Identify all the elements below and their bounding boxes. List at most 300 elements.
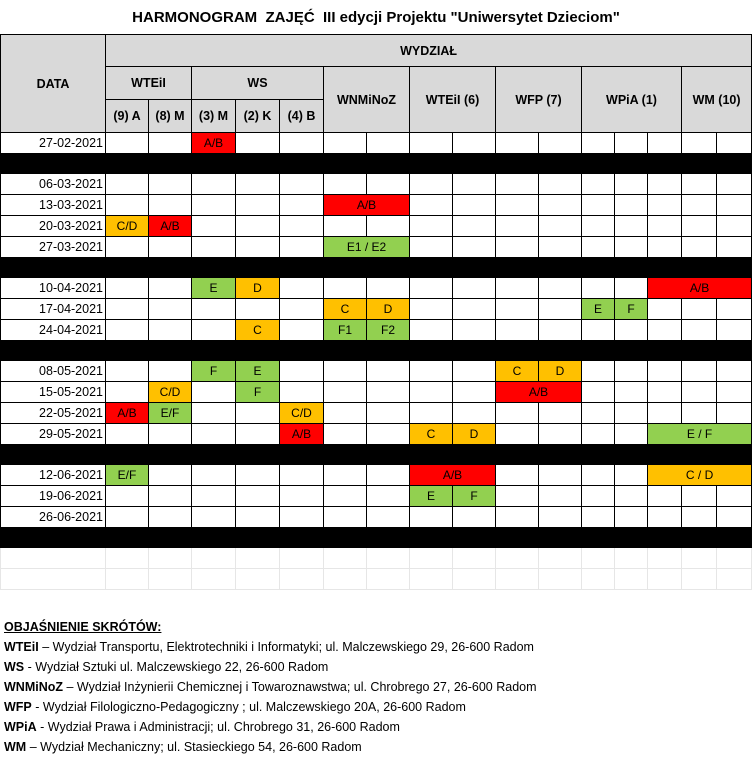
schedule-cell xyxy=(367,133,410,154)
schedule-cell xyxy=(582,278,615,299)
date-header: DATA xyxy=(1,35,106,133)
group-subcolumn-header: (2) K xyxy=(236,100,280,133)
table-row xyxy=(1,361,752,382)
schedule-cell xyxy=(410,195,453,216)
schedule-cell xyxy=(367,174,410,195)
table-row xyxy=(1,195,752,216)
schedule-cell xyxy=(236,216,280,237)
schedule-cell xyxy=(682,237,717,258)
legend-item xyxy=(4,700,466,714)
schedule-cell xyxy=(582,424,615,445)
class-cell: D xyxy=(539,361,582,382)
schedule-cell xyxy=(236,403,280,424)
schedule-cell xyxy=(280,465,324,486)
schedule-cell xyxy=(496,507,539,528)
schedule-cell xyxy=(280,133,324,154)
schedule-cell xyxy=(539,278,582,299)
legend-item xyxy=(4,720,400,734)
faculty-group-header: WM (10) xyxy=(682,67,752,133)
empty-cell xyxy=(682,548,717,569)
schedule-cell xyxy=(192,195,236,216)
empty-cell xyxy=(106,569,149,590)
class-cell: D xyxy=(453,424,496,445)
schedule-cell xyxy=(582,382,615,403)
faculty-group-header: WNMiNoZ xyxy=(324,67,410,133)
schedule-cell xyxy=(648,361,682,382)
table-row xyxy=(1,382,752,403)
schedule-cell xyxy=(648,403,682,424)
schedule-cell xyxy=(106,486,149,507)
class-cell: C xyxy=(236,320,280,341)
schedule-cell xyxy=(192,216,236,237)
class-cell: E xyxy=(192,278,236,299)
schedule-cell xyxy=(717,174,752,195)
schedule-cell xyxy=(367,424,410,445)
schedule-cell xyxy=(149,237,192,258)
empty-cell xyxy=(236,548,280,569)
schedule-cell xyxy=(682,382,717,403)
schedule-cell xyxy=(192,382,236,403)
schedule-cell xyxy=(324,507,367,528)
schedule-cell xyxy=(582,465,615,486)
empty-cell xyxy=(324,569,367,590)
separator-bar xyxy=(1,528,752,548)
date-cell: 08-05-2021 xyxy=(1,361,106,382)
schedule-cell xyxy=(615,237,648,258)
class-cell: F xyxy=(615,299,648,320)
schedule-cell xyxy=(106,174,149,195)
schedule-cell xyxy=(717,486,752,507)
schedule-cell xyxy=(539,465,582,486)
page-title: HARMONOGRAM ZAJĘĆ III edycji Projektu "Uniwersytet Dzieciom" xyxy=(132,9,620,26)
legend-text: Wydział Mechaniczny; ul. Stasieckiego 54, 26-600 Radom xyxy=(40,740,362,754)
legend-separator: - xyxy=(24,660,36,674)
class-cell: A/B xyxy=(496,382,582,403)
empty-cell xyxy=(582,548,615,569)
schedule-cell xyxy=(280,320,324,341)
empty-cell xyxy=(717,548,752,569)
schedule-cell xyxy=(106,278,149,299)
legend-text: Wydział Inżynierii Chemicznej i Towaroznawstwa; ul. Chrobrego 27, 26-600 Radom xyxy=(76,680,537,694)
schedule-cell xyxy=(410,216,453,237)
schedule-cell xyxy=(453,174,496,195)
schedule-cell xyxy=(410,174,453,195)
schedule-cell xyxy=(496,424,539,445)
legend-abbr: WPiA xyxy=(4,720,37,734)
schedule-cell xyxy=(717,382,752,403)
date-cell: 15-05-2021 xyxy=(1,382,106,403)
class-cell: D xyxy=(367,299,410,320)
schedule-cell xyxy=(615,424,648,445)
schedule-cell xyxy=(682,174,717,195)
class-cell: A/B xyxy=(149,216,192,237)
schedule-cell xyxy=(582,403,615,424)
schedule-cell xyxy=(717,507,752,528)
legend-abbr: WTEiI xyxy=(4,640,39,654)
legend-abbr: WNMiNoZ xyxy=(4,680,64,694)
legend-item xyxy=(4,660,328,674)
schedule-cell xyxy=(453,320,496,341)
legend-separator: – xyxy=(63,680,77,694)
class-cell: A/B xyxy=(280,424,324,445)
separator-row xyxy=(1,528,752,548)
class-cell: E1 / E2 xyxy=(324,237,410,258)
empty-cell xyxy=(496,569,539,590)
schedule-cell xyxy=(648,320,682,341)
faculty-group-header: WPiA (1) xyxy=(582,67,682,133)
schedule-cell xyxy=(682,320,717,341)
schedule-cell xyxy=(149,507,192,528)
separator-row xyxy=(1,341,752,361)
schedule-cell xyxy=(106,133,149,154)
schedule-cell xyxy=(615,216,648,237)
schedule-cell xyxy=(367,216,410,237)
schedule-cell xyxy=(539,195,582,216)
schedule-cell xyxy=(682,403,717,424)
date-cell: 27-03-2021 xyxy=(1,237,106,258)
schedule-cell xyxy=(192,403,236,424)
schedule-cell xyxy=(453,382,496,403)
empty-cell xyxy=(106,548,149,569)
schedule-cell xyxy=(106,507,149,528)
empty-cell xyxy=(496,548,539,569)
class-cell: F xyxy=(453,486,496,507)
schedule-cell xyxy=(192,299,236,320)
table-row xyxy=(1,278,752,299)
faculty-group-header: WTEiI (6) xyxy=(410,67,496,133)
schedule-cell xyxy=(149,278,192,299)
schedule-cell xyxy=(453,278,496,299)
legend-separator: – xyxy=(38,640,53,654)
schedule-cell xyxy=(106,424,149,445)
class-cell: C xyxy=(410,424,453,445)
schedule-cell xyxy=(615,382,648,403)
schedule-cell xyxy=(717,216,752,237)
schedule-cell xyxy=(324,216,367,237)
empty-cell xyxy=(453,569,496,590)
legend-title: OBJAŚNIENIE SKRÓTÓW: xyxy=(4,620,162,634)
schedule-cell xyxy=(324,403,367,424)
empty-cell xyxy=(648,548,682,569)
schedule-cell xyxy=(453,237,496,258)
schedule-cell xyxy=(280,299,324,320)
schedule-cell xyxy=(648,486,682,507)
table-row xyxy=(1,174,752,195)
empty-cell xyxy=(1,548,106,569)
schedule-cell xyxy=(453,299,496,320)
schedule-cell xyxy=(453,361,496,382)
schedule-cell xyxy=(453,133,496,154)
class-cell: D xyxy=(236,278,280,299)
legend-text: Wydział Sztuki ul. Malczewskiego 22, 26-600 Radom xyxy=(35,660,329,674)
schedule-cell xyxy=(410,382,453,403)
schedule-cell xyxy=(410,299,453,320)
schedule-cell xyxy=(280,216,324,237)
schedule-cell xyxy=(324,486,367,507)
separator-row xyxy=(1,258,752,278)
schedule-cell xyxy=(582,133,615,154)
schedule-cell xyxy=(192,174,236,195)
date-cell: 12-06-2021 xyxy=(1,465,106,486)
date-cell: 13-03-2021 xyxy=(1,195,106,216)
schedule-cell xyxy=(236,465,280,486)
table-row xyxy=(1,320,752,341)
separator-row xyxy=(1,154,752,174)
legend-abbr: WFP xyxy=(4,700,32,714)
schedule-cell xyxy=(236,299,280,320)
empty-cell xyxy=(1,569,106,590)
schedule-cell xyxy=(280,195,324,216)
schedule-cell xyxy=(539,403,582,424)
schedule-cell xyxy=(496,465,539,486)
class-cell: C xyxy=(324,299,367,320)
schedule-cell xyxy=(615,507,648,528)
schedule-cell xyxy=(236,237,280,258)
schedule-cell xyxy=(149,320,192,341)
schedule-cell xyxy=(496,320,539,341)
legend-item xyxy=(4,680,537,694)
empty-cell xyxy=(582,569,615,590)
schedule-cell xyxy=(582,361,615,382)
empty-cell xyxy=(192,548,236,569)
separator-bar xyxy=(1,341,752,361)
date-cell: 10-04-2021 xyxy=(1,278,106,299)
class-cell: C xyxy=(496,361,539,382)
date-cell: 17-04-2021 xyxy=(1,299,106,320)
empty-cell xyxy=(236,569,280,590)
schedule-cell xyxy=(149,486,192,507)
empty-cell xyxy=(615,548,648,569)
schedule-cell xyxy=(615,195,648,216)
schedule-cell xyxy=(367,361,410,382)
schedule-cell xyxy=(324,133,367,154)
schedule-cell xyxy=(682,486,717,507)
schedule-cell xyxy=(496,299,539,320)
date-cell: 22-05-2021 xyxy=(1,403,106,424)
faculty-group-header: WS xyxy=(192,67,324,100)
schedule-cell xyxy=(615,320,648,341)
legend-abbr: WM xyxy=(4,740,27,754)
schedule-cell xyxy=(149,424,192,445)
schedule-cell xyxy=(367,278,410,299)
empty-cell xyxy=(367,569,410,590)
schedule-cell xyxy=(648,237,682,258)
schedule-cell xyxy=(453,403,496,424)
schedule-cell xyxy=(717,403,752,424)
schedule-table xyxy=(0,34,752,590)
schedule-cell xyxy=(682,216,717,237)
schedule-cell xyxy=(582,320,615,341)
legend-text: Wydział Transportu, Elektrotechniki i Informatyki; ul. Malczewskiego 29, 26-600 Radom xyxy=(52,640,534,654)
class-cell: F xyxy=(236,382,280,403)
schedule-cell xyxy=(582,216,615,237)
empty-cell xyxy=(280,548,324,569)
schedule-cell xyxy=(615,174,648,195)
schedule-cell xyxy=(106,382,149,403)
schedule-cell xyxy=(539,216,582,237)
schedule-cell xyxy=(236,424,280,445)
empty-cell xyxy=(410,569,453,590)
table-row xyxy=(1,237,752,258)
schedule-cell xyxy=(280,382,324,403)
schedule-cell xyxy=(106,320,149,341)
empty-cell xyxy=(539,548,582,569)
schedule-cell xyxy=(280,237,324,258)
class-cell: A/B xyxy=(324,195,410,216)
class-cell: F2 xyxy=(367,320,410,341)
schedule-cell xyxy=(367,465,410,486)
group-subcolumn-header: (4) B xyxy=(280,100,324,133)
schedule-cell xyxy=(682,195,717,216)
date-cell: 06-03-2021 xyxy=(1,174,106,195)
schedule-cell xyxy=(539,486,582,507)
schedule-cell xyxy=(149,195,192,216)
schedule-cell xyxy=(453,507,496,528)
schedule-cell xyxy=(496,216,539,237)
class-cell: E xyxy=(410,486,453,507)
class-cell: A/B xyxy=(192,133,236,154)
schedule-cell xyxy=(410,278,453,299)
schedule-cell xyxy=(410,361,453,382)
schedule-cell xyxy=(539,424,582,445)
schedule-cell xyxy=(192,320,236,341)
empty-cell xyxy=(149,548,192,569)
schedule-cell xyxy=(236,507,280,528)
class-cell: E xyxy=(236,361,280,382)
schedule-cell xyxy=(106,237,149,258)
schedule-cell xyxy=(682,133,717,154)
group-subcolumn-header: (8) M xyxy=(149,100,192,133)
schedule-cell xyxy=(367,382,410,403)
schedule-cell xyxy=(717,299,752,320)
faculty-header: WYDZIAŁ xyxy=(106,35,752,67)
table-row xyxy=(1,507,752,528)
legend xyxy=(0,614,752,757)
class-cell: C/D xyxy=(280,403,324,424)
class-cell: C/D xyxy=(149,382,192,403)
class-cell: E xyxy=(582,299,615,320)
schedule-cell xyxy=(367,486,410,507)
class-cell: C/D xyxy=(106,216,149,237)
empty-cell xyxy=(453,548,496,569)
empty-cell xyxy=(682,569,717,590)
schedule-cell xyxy=(324,382,367,403)
schedule-cell xyxy=(192,424,236,445)
legend-item xyxy=(4,740,362,754)
schedule-cell xyxy=(496,133,539,154)
schedule-cell xyxy=(324,174,367,195)
empty-row xyxy=(1,548,752,569)
legend-text: Wydział Filologiczno-Pedagogiczny ; ul. Malczewskiego 20A, 26-600 Radom xyxy=(42,700,466,714)
empty-cell xyxy=(149,569,192,590)
schedule-cell xyxy=(236,486,280,507)
schedule-cell xyxy=(682,361,717,382)
schedule-cell xyxy=(582,486,615,507)
schedule-cell xyxy=(192,237,236,258)
class-cell: A/B xyxy=(106,403,149,424)
schedule-cell xyxy=(410,320,453,341)
schedule-cell xyxy=(615,403,648,424)
schedule-cell xyxy=(717,320,752,341)
class-cell: C / D xyxy=(648,465,752,486)
date-cell: 29-05-2021 xyxy=(1,424,106,445)
schedule-cell xyxy=(236,195,280,216)
class-cell: E/F xyxy=(106,465,149,486)
schedule-cell xyxy=(453,216,496,237)
schedule-cell xyxy=(280,174,324,195)
class-cell: E / F xyxy=(648,424,752,445)
faculty-group-header: WFP (7) xyxy=(496,67,582,133)
empty-cell xyxy=(539,569,582,590)
table-row xyxy=(1,133,752,154)
schedule-cell xyxy=(149,133,192,154)
schedule-cell xyxy=(539,320,582,341)
empty-cell xyxy=(192,569,236,590)
empty-cell xyxy=(324,548,367,569)
schedule-cell xyxy=(324,361,367,382)
schedule-cell xyxy=(149,361,192,382)
schedule-cell xyxy=(648,299,682,320)
schedule-cell xyxy=(648,133,682,154)
table-row xyxy=(1,486,752,507)
schedule-cell xyxy=(582,195,615,216)
schedule-cell xyxy=(192,465,236,486)
schedule-cell xyxy=(539,507,582,528)
schedule-cell xyxy=(324,465,367,486)
group-subcolumn-header: (9) A xyxy=(106,100,149,133)
class-cell: F xyxy=(192,361,236,382)
class-cell: F1 xyxy=(324,320,367,341)
table-row xyxy=(1,299,752,320)
legend-separator: - xyxy=(31,700,43,714)
schedule-cell xyxy=(717,237,752,258)
schedule-cell xyxy=(324,278,367,299)
schedule-cell xyxy=(648,216,682,237)
schedule-cell xyxy=(496,174,539,195)
schedule-cell xyxy=(280,278,324,299)
legend-separator: – xyxy=(26,740,41,754)
class-cell: E/F xyxy=(149,403,192,424)
schedule-cell xyxy=(539,299,582,320)
schedule-cell xyxy=(615,361,648,382)
schedule-cell xyxy=(615,486,648,507)
date-cell: 24-04-2021 xyxy=(1,320,106,341)
empty-cell xyxy=(648,569,682,590)
empty-cell xyxy=(410,548,453,569)
date-cell: 20-03-2021 xyxy=(1,216,106,237)
schedule-cell xyxy=(410,133,453,154)
empty-cell xyxy=(615,569,648,590)
schedule-cell xyxy=(717,133,752,154)
date-cell: 27-02-2021 xyxy=(1,133,106,154)
schedule-cell xyxy=(615,465,648,486)
schedule-cell xyxy=(615,133,648,154)
schedule-cell xyxy=(236,174,280,195)
schedule-cell xyxy=(453,195,496,216)
schedule-cell xyxy=(682,299,717,320)
separator-bar xyxy=(1,258,752,278)
schedule-cell xyxy=(539,133,582,154)
faculty-group-header: WTEiI xyxy=(106,67,192,100)
schedule-cell xyxy=(367,403,410,424)
class-cell: A/B xyxy=(648,278,752,299)
schedule-cell xyxy=(324,424,367,445)
schedule-cell xyxy=(280,361,324,382)
schedule-cell xyxy=(496,403,539,424)
table-row xyxy=(1,403,752,424)
schedule-cell xyxy=(582,174,615,195)
schedule-cell xyxy=(682,507,717,528)
